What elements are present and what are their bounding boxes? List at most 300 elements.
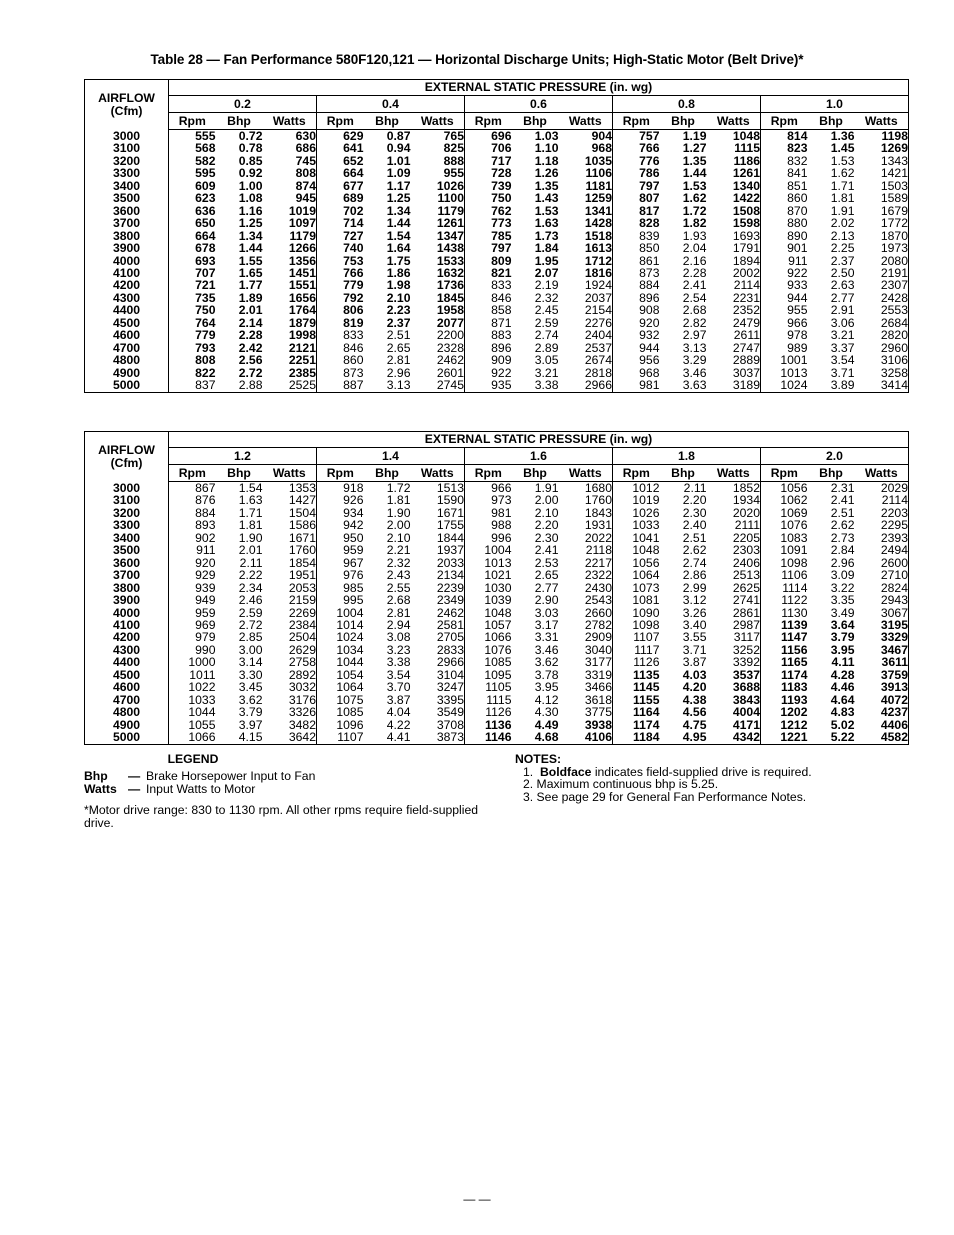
- table-row: [85, 217, 909, 229]
- value-cell: 3466: [559, 681, 613, 693]
- value-cell: 1931: [559, 519, 613, 531]
- value-cell: 981: [491, 505, 512, 520]
- airflow-cell: 3200: [85, 155, 169, 167]
- airflow-cell: 4500: [85, 317, 169, 329]
- value-cell: 2705: [411, 631, 465, 643]
- value-cell: 1843: [559, 507, 613, 519]
- value-cell: 2629: [263, 644, 317, 656]
- value-cell: 888: [411, 155, 465, 167]
- value-cell: 2833: [411, 644, 465, 656]
- value-cell: 1533: [411, 255, 465, 267]
- value-cell: 949: [195, 593, 216, 608]
- value-cell: 2231: [707, 292, 761, 304]
- value-cell: 1019: [632, 493, 660, 508]
- value-cell: 2966: [411, 656, 465, 668]
- value-cell: 2114: [707, 279, 761, 291]
- airflow-cell: 4800: [85, 706, 169, 718]
- value-cell: 2.73: [830, 530, 855, 545]
- value-cell: 884: [639, 278, 660, 293]
- value-cell: 3106: [880, 353, 908, 368]
- value-cell: 1221: [780, 730, 808, 745]
- value-cell: 3258: [880, 365, 908, 380]
- column-header-watts: Watts: [559, 113, 613, 130]
- value-cell: 2.20: [682, 493, 707, 508]
- value-cell: 3.26: [682, 605, 707, 620]
- value-cell: 3.46: [682, 365, 707, 380]
- value-cell: 1202: [780, 705, 808, 720]
- value-cell: 976: [343, 568, 364, 583]
- value-cell: 873: [639, 265, 660, 280]
- value-cell: 2.91: [830, 303, 855, 318]
- value-cell: 825: [411, 142, 465, 154]
- value-cell: 3.12: [682, 593, 707, 608]
- value-cell: 3.64: [830, 617, 855, 632]
- value-cell: 1.93: [682, 228, 707, 243]
- value-cell: 2.10: [534, 505, 559, 520]
- value-cell: 1076: [780, 518, 808, 533]
- value-cell: 779: [343, 278, 364, 293]
- value-cell: 821: [491, 265, 512, 280]
- legend: [84, 753, 315, 796]
- value-cell: 1589: [880, 191, 908, 206]
- value-cell: 966: [787, 315, 808, 330]
- column-header-bhp: Bhp: [364, 465, 411, 482]
- value-cell: 707: [195, 265, 216, 280]
- value-cell: 1098: [632, 617, 660, 632]
- value-cell: 1135: [633, 667, 660, 682]
- value-cell: 1.91: [534, 481, 559, 495]
- value-cell: 2.53: [534, 555, 559, 570]
- value-cell: 966: [491, 481, 512, 495]
- column-header-bhp: Bhp: [512, 465, 559, 482]
- value-cell: 2217: [559, 557, 613, 569]
- value-cell: 1.00: [238, 178, 263, 193]
- pressure-header: 1.2: [169, 448, 317, 465]
- value-cell: 2745: [411, 379, 465, 392]
- value-cell: 2.97: [682, 328, 707, 343]
- value-cell: 3067: [880, 605, 908, 620]
- value-cell: 2462: [411, 607, 465, 619]
- value-cell: 1693: [707, 230, 761, 242]
- value-cell: 686: [263, 142, 317, 154]
- value-cell: 727: [343, 228, 364, 243]
- value-cell: 1951: [263, 569, 317, 581]
- value-cell: 739: [491, 178, 512, 193]
- value-cell: 753: [343, 253, 364, 268]
- value-cell: 1.89: [238, 290, 263, 305]
- value-cell: 969: [195, 617, 216, 632]
- value-cell: 1026: [632, 505, 660, 520]
- value-cell: 3392: [707, 656, 761, 668]
- value-cell: 0.87: [386, 129, 411, 143]
- value-cell: 2625: [707, 582, 761, 594]
- value-cell: 968: [559, 142, 613, 154]
- value-cell: 3032: [263, 681, 317, 693]
- value-cell: 2.54: [682, 290, 707, 305]
- value-cell: 1760: [559, 494, 613, 506]
- value-cell: 2154: [559, 304, 613, 316]
- value-cell: 2.77: [534, 580, 559, 595]
- notes-title: NOTES:: [515, 752, 562, 766]
- value-cell: 1106: [781, 568, 808, 583]
- value-cell: 2.62: [830, 518, 855, 533]
- value-cell: 714: [343, 216, 364, 231]
- airflow-cell: 3100: [85, 494, 169, 506]
- value-cell: 2909: [559, 631, 613, 643]
- value-cell: 1.81: [238, 518, 263, 533]
- value-cell: 1854: [263, 557, 317, 569]
- value-cell: 1048: [632, 543, 660, 558]
- value-cell: 2.96: [386, 365, 411, 380]
- value-cell: 823: [787, 141, 808, 156]
- value-cell: 2.99: [682, 580, 707, 595]
- value-cell: 1115: [486, 692, 512, 707]
- value-cell: 1.53: [830, 153, 855, 168]
- value-cell: 1.63: [534, 216, 559, 231]
- value-cell: 3.79: [830, 630, 855, 645]
- value-cell: 2114: [881, 493, 908, 508]
- value-cell: 2758: [263, 656, 317, 668]
- value-cell: 837: [195, 378, 216, 393]
- value-cell: 2.96: [830, 555, 855, 570]
- value-cell: 652: [343, 153, 364, 168]
- value-cell: 2818: [559, 367, 613, 379]
- airflow-cell: 4700: [85, 694, 169, 706]
- value-cell: 808: [263, 167, 317, 179]
- airflow-cell: 3900: [85, 594, 169, 606]
- value-cell: 833: [491, 278, 512, 293]
- value-cell: 2.89: [534, 340, 559, 355]
- value-cell: 3.09: [830, 568, 855, 583]
- value-cell: 3.30: [238, 667, 263, 682]
- motor-drive-footnote: *Motor drive range: 830 to 1130 rpm. All other rpms require field-supplied drive.: [84, 803, 478, 830]
- value-cell: 1164: [633, 705, 660, 720]
- value-cell: 1503: [880, 178, 908, 193]
- value-cell: 1117: [634, 642, 660, 657]
- airflow-cell: 3500: [85, 544, 169, 556]
- value-cell: 1.34: [386, 203, 411, 218]
- value-cell: 750: [195, 303, 216, 318]
- airflow-cell: 3800: [85, 582, 169, 594]
- value-cell: 1155: [633, 692, 660, 707]
- value-cell: 1772: [880, 216, 908, 231]
- value-cell: 880: [787, 216, 808, 231]
- value-cell: 1894: [707, 255, 761, 267]
- value-cell: 2543: [559, 594, 613, 606]
- value-cell: 2861: [707, 607, 761, 619]
- value-cell: 3.89: [830, 378, 855, 393]
- column-header-watts: Watts: [855, 113, 909, 130]
- airflow-cell: 4300: [85, 292, 169, 304]
- value-cell: 750: [491, 191, 512, 206]
- value-cell: 1934: [707, 494, 761, 506]
- value-cell: 2.01: [238, 303, 263, 318]
- value-cell: 1.09: [386, 166, 411, 181]
- value-cell: 1.98: [386, 278, 411, 293]
- value-cell: 2.51: [830, 505, 855, 520]
- value-cell: 2889: [707, 354, 761, 366]
- value-cell: 3.21: [534, 365, 559, 380]
- table-row: [85, 167, 909, 179]
- value-cell: 2601: [411, 367, 465, 379]
- value-cell: 3.38: [534, 378, 559, 393]
- value-cell: 1001: [780, 353, 808, 368]
- value-cell: 1.54: [386, 228, 411, 243]
- value-cell: 955: [411, 167, 465, 179]
- pressure-row: [85, 448, 909, 465]
- value-cell: 2966: [559, 379, 613, 392]
- value-cell: 1343: [880, 153, 908, 168]
- value-cell: 3938: [559, 719, 613, 731]
- value-cell: 728: [491, 166, 512, 181]
- value-cell: 2.00: [386, 518, 411, 533]
- header-row: [85, 80, 909, 96]
- airflow-cell: 4100: [85, 267, 169, 279]
- column-header-watts: Watts: [707, 113, 761, 130]
- airflow-cell: 4900: [85, 719, 169, 731]
- value-cell: 2.82: [682, 315, 707, 330]
- value-cell: 797: [491, 241, 512, 256]
- airflow-cell: 4200: [85, 279, 169, 291]
- value-cell: 2384: [263, 619, 317, 631]
- value-cell: 2.28: [238, 328, 263, 343]
- value-cell: 2710: [880, 568, 908, 583]
- table-row: [85, 706, 909, 718]
- value-cell: 1340: [707, 180, 761, 192]
- value-cell: 3.87: [386, 692, 411, 707]
- value-cell: 1518: [559, 230, 613, 242]
- esp-header: EXTERNAL STATIC PRESSURE (in. wg): [169, 80, 909, 96]
- value-cell: 2191: [880, 265, 908, 280]
- value-cell: 664: [195, 228, 216, 243]
- value-cell: 2295: [880, 518, 908, 533]
- value-cell: 1014: [336, 617, 364, 632]
- value-cell: 1184: [633, 730, 660, 745]
- column-header-watts: Watts: [263, 465, 317, 482]
- value-cell: 1870: [880, 228, 908, 243]
- value-cell: 1.73: [534, 228, 559, 243]
- value-cell: 2504: [263, 631, 317, 643]
- value-cell: 922: [491, 365, 512, 380]
- value-cell: 2.56: [238, 353, 263, 368]
- value-cell: 3.71: [830, 365, 855, 380]
- value-cell: 867: [195, 481, 216, 495]
- value-cell: 1.03: [534, 129, 559, 143]
- value-cell: 2553: [880, 303, 908, 318]
- column-header-rpm: Rpm: [761, 113, 808, 130]
- value-cell: 2.94: [386, 617, 411, 632]
- value-cell: 1183: [781, 680, 808, 695]
- value-cell: 2581: [411, 619, 465, 631]
- value-cell: 3176: [263, 694, 317, 706]
- airflow-cell: 3900: [85, 242, 169, 254]
- column-header-watts: Watts: [411, 113, 465, 130]
- value-cell: 4.11: [831, 655, 855, 670]
- value-cell: 2406: [707, 557, 761, 569]
- value-cell: 822: [195, 365, 216, 380]
- value-cell: 2.11: [239, 555, 263, 570]
- value-cell: 1451: [263, 267, 317, 279]
- value-cell: 678: [195, 241, 216, 256]
- value-cell: 2276: [559, 317, 613, 329]
- value-cell: 4342: [707, 731, 761, 744]
- value-cell: 1551: [263, 279, 317, 291]
- value-cell: 860: [343, 353, 364, 368]
- column-header-watts: Watts: [263, 113, 317, 130]
- value-cell: 4582: [880, 730, 908, 745]
- value-cell: 3.97: [238, 717, 263, 732]
- value-cell: 2002: [707, 267, 761, 279]
- value-cell: 4171: [707, 719, 761, 731]
- value-cell: 828: [639, 216, 660, 231]
- value-cell: 814: [787, 129, 808, 143]
- value-cell: 2600: [880, 555, 908, 570]
- value-cell: 932: [639, 328, 660, 343]
- value-cell: 3759: [880, 667, 908, 682]
- value-cell: 2.42: [238, 340, 263, 355]
- value-cell: 4.83: [830, 705, 855, 720]
- value-cell: 1712: [559, 255, 613, 267]
- value-cell: 1193: [781, 692, 808, 707]
- value-cell: 2.11: [683, 481, 707, 495]
- value-cell: 1181: [559, 180, 613, 192]
- value-cell: 1671: [263, 532, 317, 544]
- value-cell: 1421: [880, 166, 908, 181]
- airflow-cell: 4600: [85, 681, 169, 693]
- value-cell: 1048: [707, 130, 761, 143]
- value-cell: 1013: [780, 365, 808, 380]
- value-cell: 1012: [632, 481, 660, 495]
- value-cell: 2.21: [386, 543, 411, 558]
- value-cell: 4237: [880, 705, 908, 720]
- airflow-cell: 5000: [85, 731, 169, 744]
- value-cell: 1064: [336, 680, 364, 695]
- value-cell: 959: [343, 543, 364, 558]
- value-cell: 1973: [880, 241, 908, 256]
- value-cell: 896: [491, 340, 512, 355]
- value-cell: 967: [343, 555, 364, 570]
- value-cell: 978: [787, 328, 808, 343]
- value-cell: 883: [491, 328, 512, 343]
- value-cell: 1024: [780, 378, 808, 393]
- value-cell: 1.17: [386, 178, 411, 193]
- value-cell: 3117: [707, 631, 761, 643]
- value-cell: 1198: [881, 129, 908, 143]
- value-cell: 630: [263, 130, 317, 143]
- value-cell: 689: [343, 191, 364, 206]
- value-cell: 693: [195, 253, 216, 268]
- column-header-rpm: Rpm: [465, 113, 512, 130]
- value-cell: 568: [195, 141, 216, 156]
- value-cell: 2404: [559, 329, 613, 341]
- column-header-rpm: Rpm: [317, 465, 364, 482]
- value-cell: 3.31: [534, 630, 559, 645]
- value-cell: 4.04: [386, 705, 411, 720]
- value-cell: 1.08: [238, 191, 263, 206]
- value-cell: 2.34: [238, 580, 263, 595]
- column-header-bhp: Bhp: [364, 113, 411, 130]
- value-cell: 1341: [559, 205, 613, 217]
- value-cell: 3.22: [830, 580, 855, 595]
- value-cell: 2.37: [386, 315, 411, 330]
- value-cell: 766: [639, 141, 660, 156]
- airflow-cell: 4100: [85, 619, 169, 631]
- value-cell: 1.65: [238, 265, 263, 280]
- value-cell: 4.46: [830, 680, 855, 695]
- value-cell: 1115: [707, 142, 761, 154]
- value-cell: 918: [343, 481, 364, 495]
- value-cell: 636: [195, 203, 216, 218]
- airflow-unit: (Cfm): [110, 103, 143, 118]
- column-header-row: [85, 465, 909, 482]
- airflow-header: [85, 432, 169, 482]
- value-cell: 1030: [484, 580, 512, 595]
- value-cell: 3395: [411, 694, 465, 706]
- value-cell: 2494: [880, 543, 908, 558]
- value-cell: 3195: [880, 617, 908, 632]
- value-cell: 2349: [411, 594, 465, 606]
- table-row: [85, 304, 909, 316]
- table-row: [85, 681, 909, 693]
- airflow-cell: 4000: [85, 255, 169, 267]
- airflow-cell: 3000: [85, 482, 169, 495]
- column-header-rpm: Rpm: [613, 465, 660, 482]
- value-cell: 904: [559, 130, 613, 143]
- value-cell: 1126: [633, 655, 660, 670]
- value-cell: 1998: [263, 329, 317, 341]
- value-cell: 1022: [188, 680, 216, 695]
- value-cell: 2118: [559, 544, 613, 556]
- value-cell: 2.41: [534, 543, 559, 558]
- value-cell: 2892: [263, 669, 317, 681]
- value-cell: 1.54: [238, 481, 263, 495]
- value-cell: 3.78: [534, 667, 559, 682]
- value-cell: 2121: [263, 342, 317, 354]
- value-cell: 3.38: [386, 655, 411, 670]
- value-cell: 942: [343, 518, 364, 533]
- value-cell: 2.30: [534, 530, 559, 545]
- value-cell: 2251: [263, 354, 317, 366]
- value-cell: 1069: [780, 505, 808, 520]
- value-cell: 968: [639, 365, 660, 380]
- value-cell: 1.72: [682, 203, 707, 218]
- value-cell: 1764: [263, 304, 317, 316]
- value-cell: 735: [195, 290, 216, 305]
- value-cell: 1816: [559, 267, 613, 279]
- airflow-cell: 4000: [85, 607, 169, 619]
- value-cell: 623: [195, 191, 216, 206]
- value-cell: 740: [343, 241, 364, 256]
- esp-header: EXTERNAL STATIC PRESSURE (in. wg): [169, 432, 909, 448]
- value-cell: 1044: [336, 655, 364, 670]
- column-header-rpm: Rpm: [761, 465, 808, 482]
- value-cell: 933: [787, 278, 808, 293]
- value-cell: 2037: [559, 292, 613, 304]
- table-row: [85, 594, 909, 606]
- value-cell: 808: [195, 353, 216, 368]
- value-cell: 1.44: [386, 216, 411, 231]
- value-cell: 884: [195, 505, 216, 520]
- value-cell: 1.75: [386, 253, 411, 268]
- value-cell: 3040: [559, 644, 613, 656]
- value-cell: 2.43: [386, 568, 411, 583]
- value-cell: 1096: [336, 717, 364, 732]
- value-cell: 1091: [780, 543, 808, 558]
- column-header-row: [85, 113, 909, 130]
- value-cell: 2.84: [830, 543, 855, 558]
- value-cell: 1266: [263, 242, 317, 254]
- pressure-header: 0.2: [169, 96, 317, 113]
